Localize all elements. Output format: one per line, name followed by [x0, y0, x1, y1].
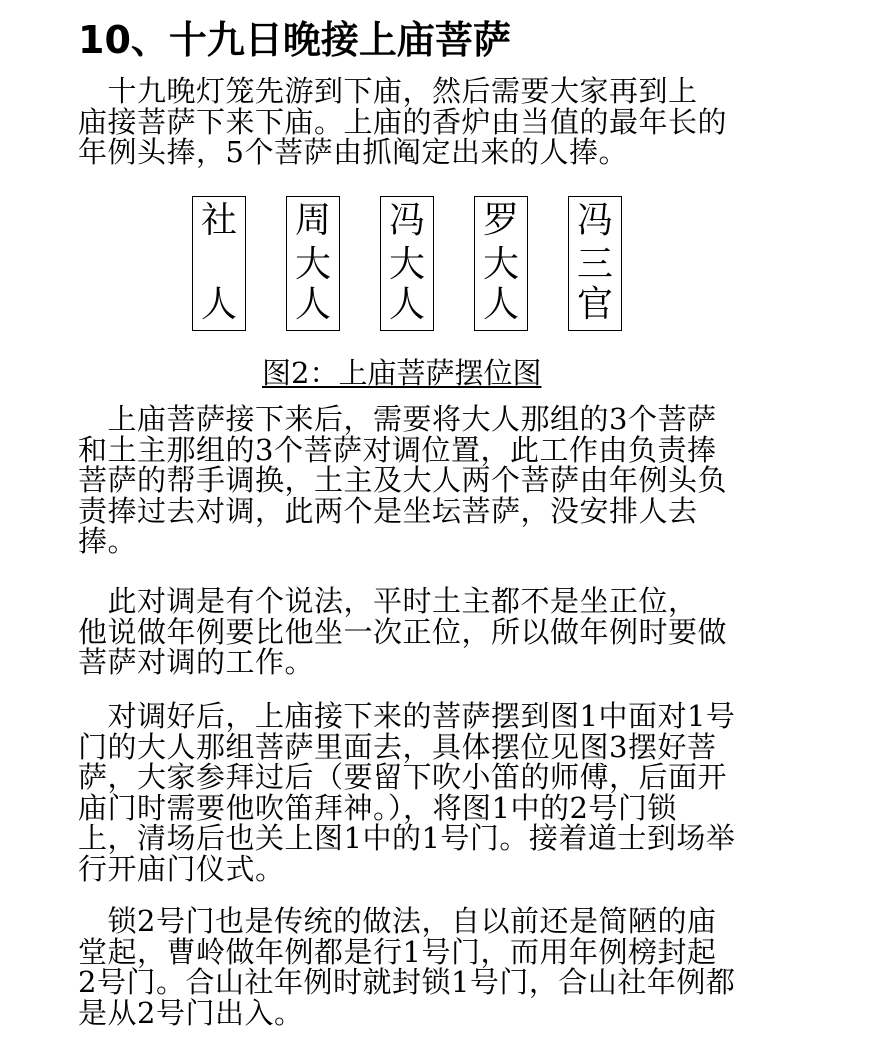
deity-placement-figure: [0, 0, 877, 360]
deity-box-she: [192, 196, 246, 331]
paragraph-line: 他说做年例要比他坐一次正位，所以做年例时要做: [78, 614, 728, 649]
paragraph-line: 萨，大家参拜过后（要留下吹小笛的师傅，后面开: [78, 760, 728, 794]
deity-char: 官: [576, 284, 613, 325]
paragraph-line: 锁2号门也是传统的做法，自以前还是简陋的庙: [78, 904, 717, 938]
figure-caption: 图2：上庙菩萨摆位图: [262, 356, 542, 390]
paragraph-line: 上庙菩萨接下来后，需要将大人那组的3个菩萨: [78, 402, 717, 436]
deity-char: 人: [388, 284, 425, 325]
paragraph-line: 庙接菩萨下来下庙。上庙的香炉由当值的最年长的: [78, 104, 728, 139]
deity-char: 人: [200, 284, 237, 325]
paragraph-4: [78, 701, 735, 884]
paragraph-line: 菩萨对调的工作。: [78, 645, 315, 679]
deity-char: 大: [294, 244, 331, 285]
paragraph-line: 是从2号门出入。: [78, 995, 304, 1030]
deity-box-feng-sanguan: [568, 196, 622, 331]
paragraph-line: 庙门时需要他吹笛拜神。），将图1中的2号门锁: [78, 790, 677, 825]
deity-box-feng: [380, 196, 434, 331]
paragraph-2: [78, 404, 727, 557]
paragraph-line: 和土主那组的3个菩萨对调位置，此工作由负责捧: [78, 432, 717, 467]
paragraph-line: 对调好后，上庙接下来的菩萨摆到图1中面对1号: [78, 699, 736, 733]
deity-char: 三: [576, 244, 613, 285]
section-title: 10、十九日晚接上庙菩萨: [78, 18, 511, 62]
paragraph-line: 上，清场后也关上图1中的1号门。接着道士到场举: [78, 821, 736, 855]
deity-char: 周: [294, 200, 331, 241]
paragraph-line: 此对调是有个说法，平时土主都不是坐正位，: [78, 584, 698, 618]
deity-char: 人: [294, 284, 331, 325]
deity-box-luo: [474, 196, 528, 331]
deity-char: 冯: [576, 200, 613, 241]
deity-char: 大: [482, 244, 519, 285]
deity-char: 人: [482, 284, 519, 325]
paragraph-line: 十九晚灯笼先游到下庙，然后需要大家再到上: [78, 74, 698, 108]
paragraph-line: 门的大人那组菩萨里面去，具体摆位见图3摆好菩: [78, 729, 717, 764]
paragraph-5: [78, 906, 735, 1028]
deity-char: 冯: [388, 200, 425, 241]
paragraph-line: 行开庙门仪式。: [78, 851, 285, 886]
paragraph-line: 菩萨的帮手调换，土主及大人两个菩萨由年例头负: [78, 463, 728, 497]
paragraph-line: 堂起，曹岭做年例都是行1号门，而用年例榜封起: [78, 934, 717, 969]
paragraph-line: 2号门。合山社年例时就封锁1号门，合山社年例都: [78, 965, 736, 999]
paragraph-line: 年例头捧，5个菩萨由抓阄定出来的人捧。: [78, 135, 628, 169]
paragraph-line: 责捧过去对调，此两个是坐坛菩萨，没安排人去: [78, 493, 698, 528]
paragraph-line: 捧。: [78, 524, 138, 558]
deity-char: 社: [200, 200, 237, 241]
paragraph-3: [78, 586, 727, 678]
deity-char: 罗: [482, 200, 519, 241]
deity-char: 大: [388, 244, 425, 285]
deity-box-zhou: [286, 196, 340, 331]
